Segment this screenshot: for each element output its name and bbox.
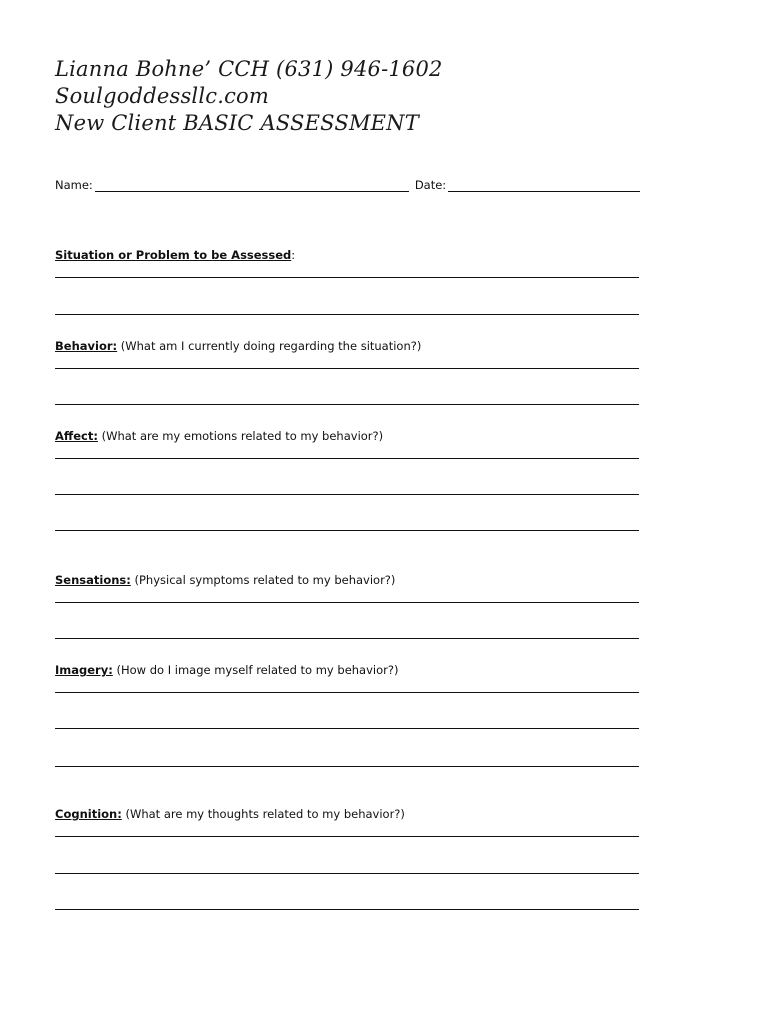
date-label: Date: [414,178,447,192]
section-affect-prompt: (What are my emotions related to my behavior?) [97,429,384,443]
sensations-answer-line[interactable] [55,602,639,603]
cognition-answer-line[interactable] [55,836,639,837]
situation-answer-line[interactable] [55,277,639,278]
cognition-answer-line[interactable] [55,873,639,874]
behavior-answer-line[interactable] [55,404,639,405]
section-situation-label [55,248,295,262]
section-cognition-label [55,807,405,821]
section-cognition-prompt: (What are my thoughts related to my behavior?) [121,807,405,821]
imagery-answer-line[interactable] [55,728,639,729]
header-name-phone: Lianna Bohne’ CCH (631) 946-1602 [55,57,443,81]
section-sensations-title: Sensations: [55,573,131,587]
section-affect-title: Affect: [55,429,98,443]
section-behavior-title: Behavior: [55,339,118,353]
section-imagery-label [55,663,398,677]
cognition-answer-line[interactable] [55,909,639,910]
header-form-title: New Client BASIC ASSESSMENT [55,111,419,135]
affect-answer-line[interactable] [55,458,639,459]
sensations-answer-line[interactable] [55,638,639,639]
name-date-row [55,176,640,192]
section-situation-title: Situation or Problem to be Assessed [55,248,292,262]
behavior-answer-line[interactable] [55,368,639,369]
section-cognition-title: Cognition: [55,807,122,821]
section-sensations-label [55,573,395,587]
imagery-answer-line[interactable] [55,766,639,767]
situation-answer-line[interactable] [55,314,639,315]
section-behavior-label [55,339,421,353]
section-imagery-title: Imagery: [55,663,113,677]
section-behavior-prompt: (What am I currently doing regarding the situation?) [117,339,422,353]
section-sensations-prompt: (Physical symptoms related to my behavior?) [130,573,396,587]
date-field[interactable] [448,178,640,192]
imagery-answer-line[interactable] [55,692,639,693]
section-affect-label [55,429,383,443]
header-website: Soulgoddessllc.com [55,84,270,108]
section-imagery-prompt: (How do I image myself related to my behavior?) [112,663,399,677]
name-label: Name: [55,178,93,192]
affect-answer-line[interactable] [55,494,639,495]
section-situation-suffix: : [291,248,296,262]
affect-answer-line[interactable] [55,530,639,531]
document-header [55,56,443,137]
name-field[interactable] [95,178,409,192]
